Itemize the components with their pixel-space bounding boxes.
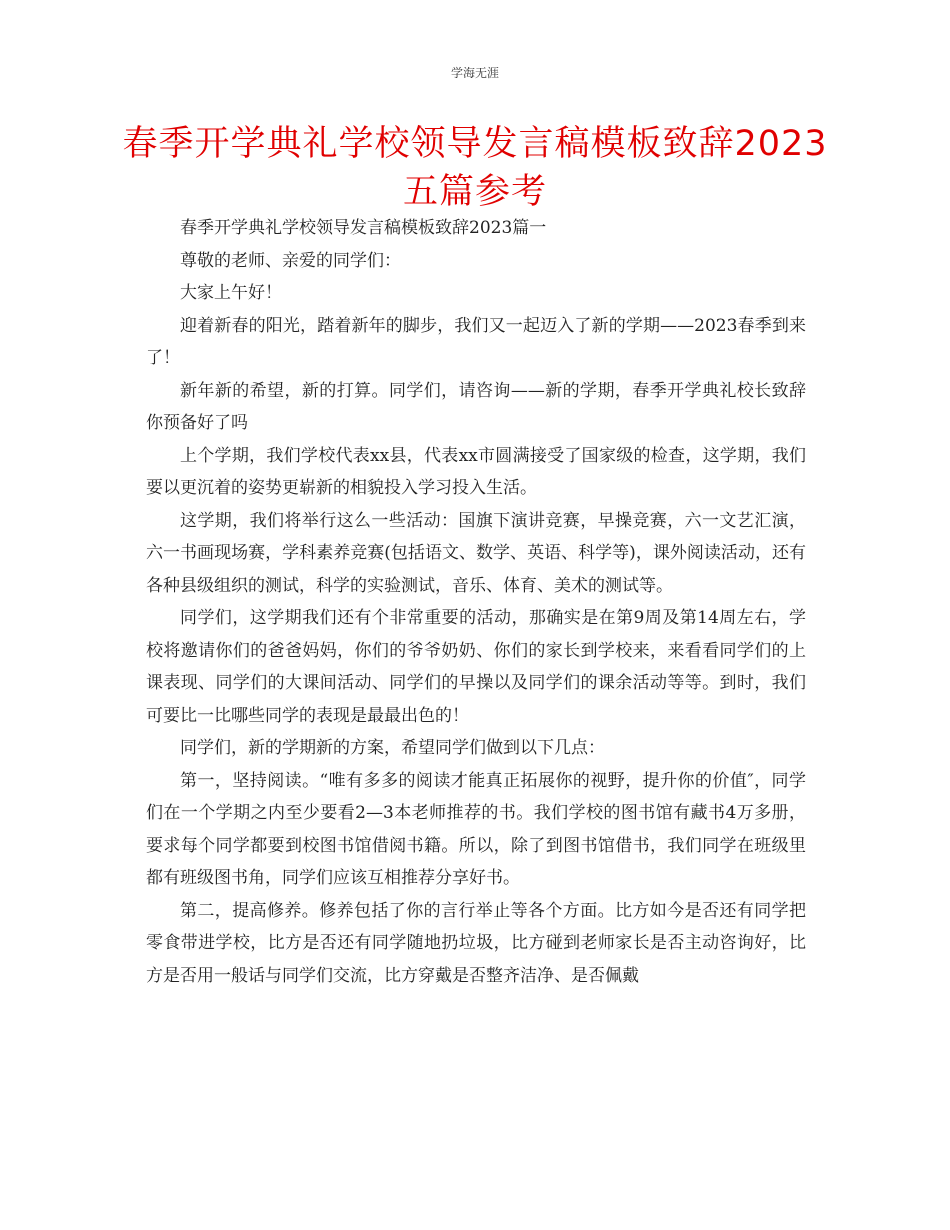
paragraph: 第一，坚持阅读。“唯有多多的阅读才能真正拓展你的视野，提升你的价值″，同学们在一个学期之内至少要看2—3本老师推荐的书。我们学校的图书馆有藏书4万多册，要求每个同学都要到校图书馆借阅书籍。所以，除了到图书馆借书，我们同学在班级里都有班级图书角，同学们应该互相推荐分享好书。 [146,770,806,888]
document-body [146,212,806,992]
paragraph: 第二，提高修养。修养包括了你的言行举止等各个方面。比方如今是否还有同学把零食带进学校，比方是否还有同学随地扔垃圾，比方碰到老师家长是否主动咨询好，比方是否用一般话与同学们交流，比方穿戴是否整齐洁净、是否佩戴 [146,900,806,986]
paragraph: 迎着新春的阳光，踏着新年的脚步，我们又一起迈入了新的学期——2023春季到来了！ [146,315,806,368]
paragraph: 尊敬的老师、亲爱的同学们： [180,250,401,271]
paragraph: 同学们，这学期我们还有个非常重要的活动，那确实是在第9周及第14周左右，学校将邀请你们的爸爸妈妈，你们的爷爷奶奶、你们的家长到学校来，来看看同学们的上课表现、同学们的大课间活动、同学们的早操以及同学们的课余活动等等。到时，我们可要比一比哪些同学的表现是最最出色的！ [146,608,806,726]
paragraph: 同学们，新的学期新的方案，希望同学们做到以下几点： [180,738,605,758]
paragraph: 上个学期，我们学校代表xx县，代表xx市圆满接受了国家级的检查，这学期，我们要以更沉着的姿势更崭新的相貌投入学习投入生活。 [146,445,806,498]
paragraph: 这学期，我们将举行这么一些活动：国旗下演讲竞赛，早操竞赛，六一文艺汇演，六一书画现场赛，学科素养竞赛(包括语文、数学、英语、科学等)，课外阅读活动，还有各种县级组织的测试，科学的实验测试，音乐、体育、美术的测试等。 [146,510,806,596]
document-title: 春季开学典礼学校领导发言稿模板致辞2023五篇参考 [122,124,828,212]
paragraph: 新年新的希望，新的打算。同学们，请咨询——新的学期，春季开学典礼校长致辞你预备好了吗 [146,380,806,433]
paragraph: 春季开学典礼学校领导发言稿模板致辞2023篇一 [180,218,547,238]
paragraph: 大家上午好！ [180,283,282,303]
page-header: 学海无涯 [450,66,499,80]
